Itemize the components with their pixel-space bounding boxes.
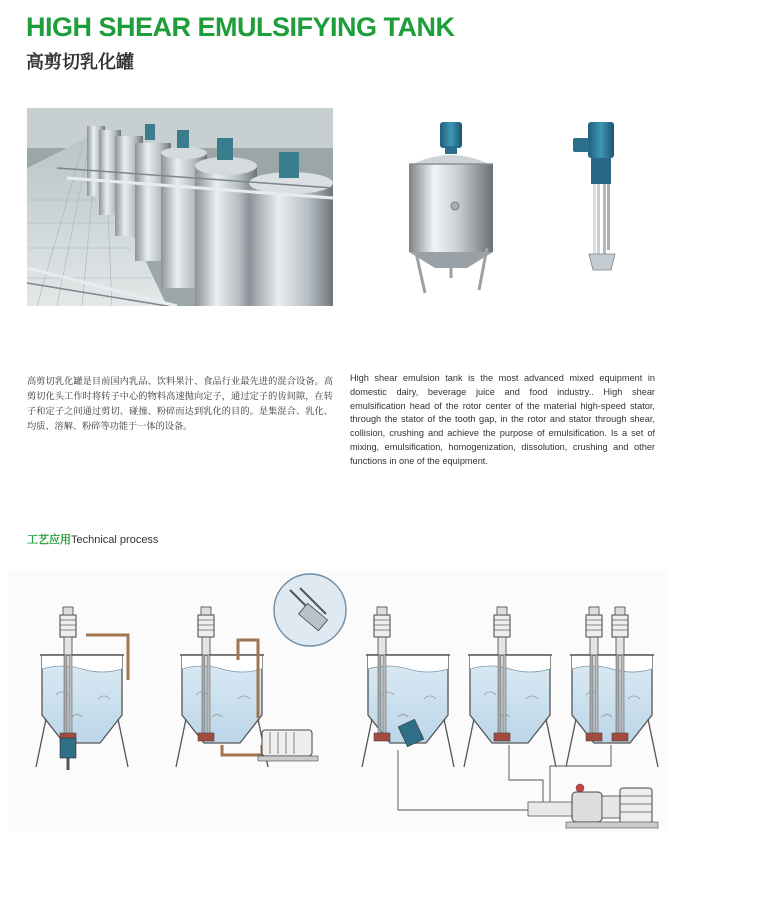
page-title: HIGH SHEAR EMULSIFYING TANK [26,12,455,42]
factory-tanks-photo [27,108,333,306]
description-cn: 高剪切乳化罐是目前国内乳品、饮料果汁、食品行业最先进的混合设备。高剪切化头工作时将转子中心的物料高速抛向定子，通过定子的齿间隙，在转子和定子之间通过剪切、碰撞、粉碎而达到乳化的目的。是集混合、乳化、均质、溶解、粉碎等功能于一体的设备。 [27,376,333,432]
section-heading [27,531,158,547]
section-label-en: Technical process [71,534,159,546]
section-label-cn: 工艺应用 [27,533,71,546]
description-en: High shear emulsion tank is the most advanced mixed equipment in domestic dairy, beverage juice and food industry.. High shear emulsification head of the rotor center of the material high-speed stator, through the stator of the tooth gap, in the rotor and stator through shear, collision, crushing and achieve the purpose of emulsification. Is a set of mixing, emulsification, homogenization, dissolution, crushing and other functions in one of the equipment. [350,373,655,466]
page-subtitle-cn: 高剪切乳化罐 [26,52,134,73]
process-diagram [0,570,780,840]
product-tank-and-mixer [395,108,650,306]
